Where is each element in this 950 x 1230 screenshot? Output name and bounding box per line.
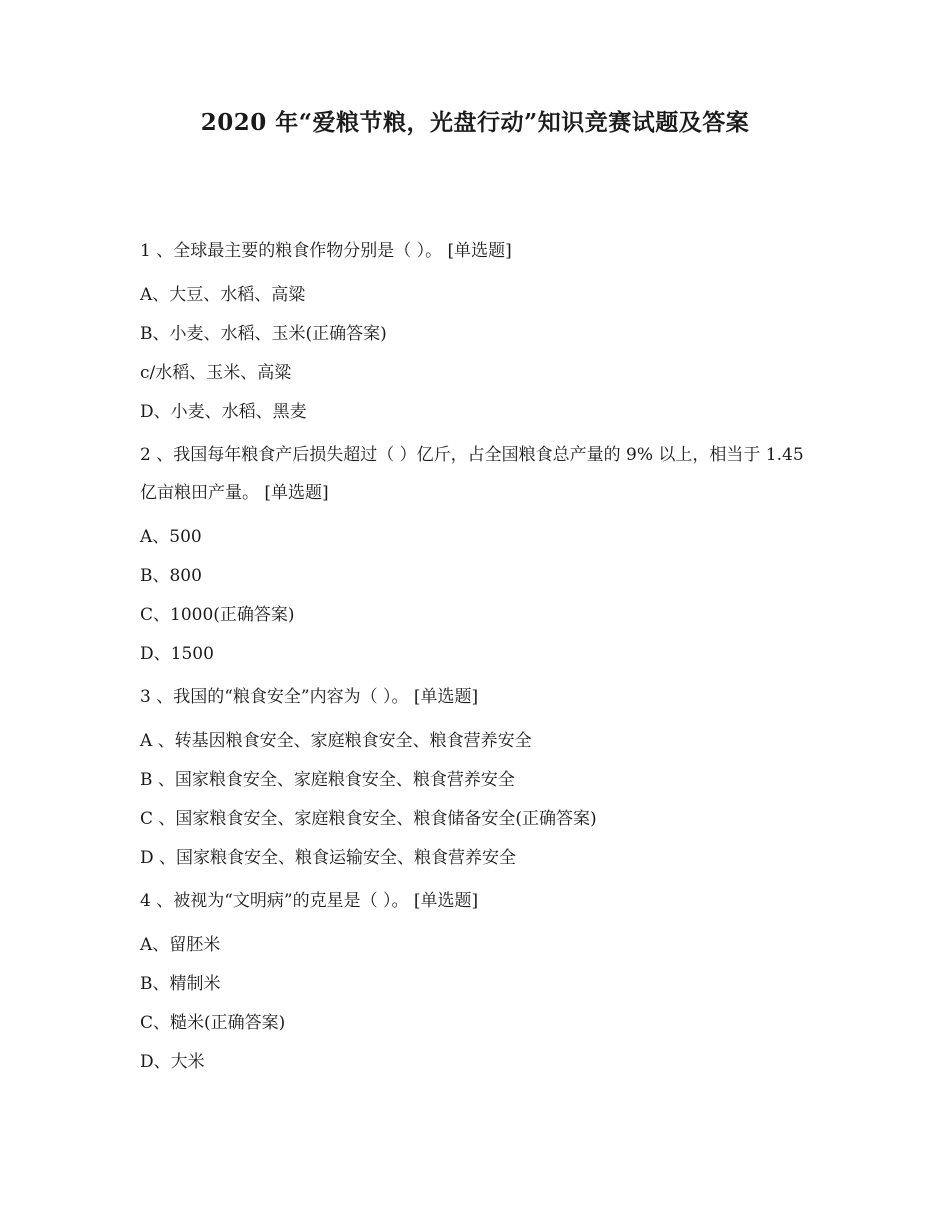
option-d: D 、国家粮食安全、粮食运输安全、粮食营养安全 (140, 848, 517, 868)
question-stem: 3 、我国的“粮食安全”内容为（ ）。 [单选题] (140, 687, 479, 707)
question-stem: 4 、被视为“文明病”的克星是（ ）。 [单选题] (140, 891, 479, 911)
option-b: B、小麦、水稻、玉米(正确答案) (140, 324, 387, 344)
option-c: C、1000(正确答案) (140, 605, 295, 625)
option-c: c/水稻、玉米、高粱 (140, 363, 292, 383)
question-2 (140, 436, 820, 674)
option-a: A 、转基因粮食安全、家庭粮食安全、粮食营养安全 (140, 731, 532, 751)
option-b: B 、国家粮食安全、家庭粮食安全、粮食营养安全 (140, 770, 515, 790)
option-b: B、精制米 (140, 974, 221, 994)
question-3 (140, 678, 820, 878)
option-c: C、糙米(正确答案) (140, 1013, 286, 1033)
question-stem: 2 、我国每年粮食产后损失超过（ ）亿斤，占全国粮食总产量的 9% 以上，相当于 1.45 亿亩粮田产量。 [单选题] (140, 445, 804, 503)
option-d: D、1500 (140, 644, 214, 664)
question-list (140, 232, 820, 1086)
option-a: A、留胚米 (140, 935, 221, 955)
option-a: A、500 (140, 527, 202, 547)
option-b: B、800 (140, 566, 202, 586)
document-title: 2020 年“爱粮节粮，光盘行动”知识竞赛试题及答案 (200, 109, 750, 136)
question-stem: 1 、全球最主要的粮食作物分别是（ ）。 [单选题] (140, 241, 512, 261)
option-c: C 、国家粮食安全、家庭粮食安全、粮食储备安全(正确答案) (140, 809, 597, 829)
option-d: D、大米 (140, 1052, 205, 1072)
question-4 (140, 882, 820, 1082)
option-d: D、小麦、水稻、黑麦 (140, 402, 307, 422)
question-1 (140, 232, 820, 432)
option-a: A、大豆、水稻、高粱 (140, 285, 306, 305)
